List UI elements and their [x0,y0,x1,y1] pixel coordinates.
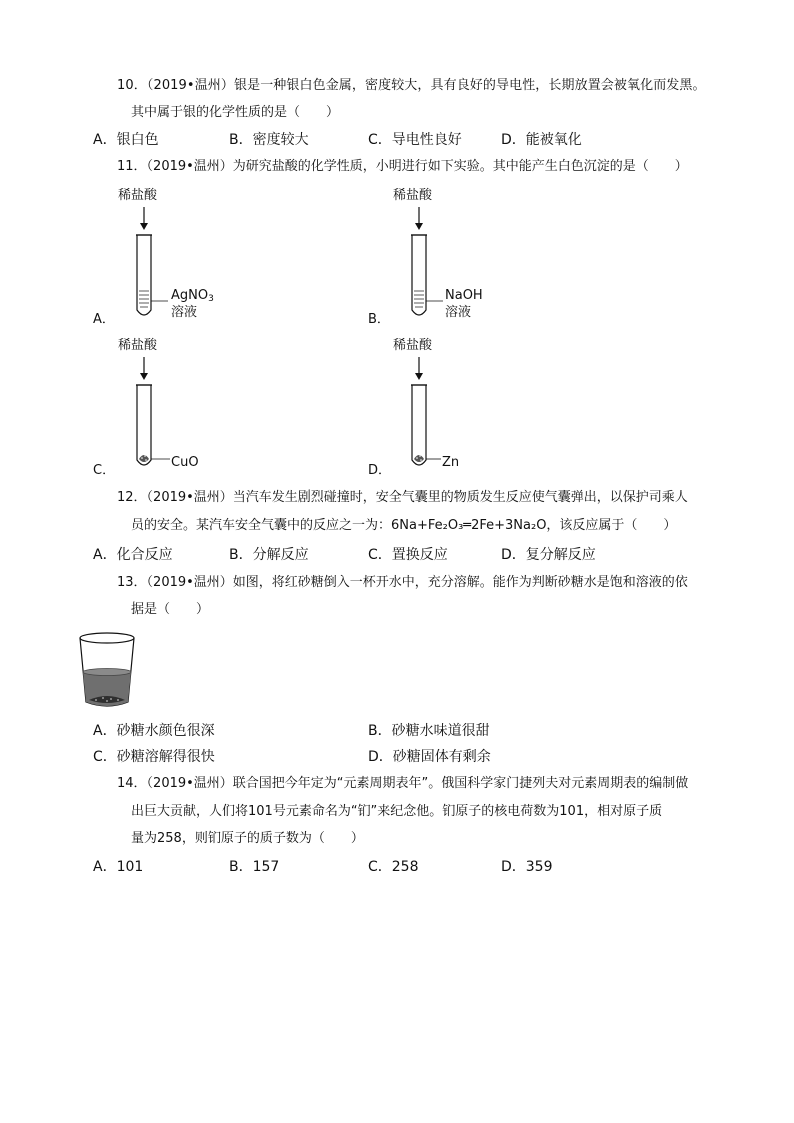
q11-fig-a-reagent-subscript: 3 [208,294,214,304]
q11-fig-a-reagent-line2: 溶液 [171,305,198,320]
q13-option-d: D．砂糖固体有剩余 [368,749,491,765]
q11-fig-b-reagent: NaOH [445,288,483,303]
q10-stem-line1: 10．（2019•温州）银是一种银白色金属，密度较大，具有良好的导电性，长期放置会被氧化而发黑。 [117,78,706,93]
q13-beaker-figure [76,630,138,710]
q11-fig-a-acid-label: 稀盐酸 [118,188,158,203]
q11-fig-a-diagram [128,205,168,325]
q11-fig-d-acid-label: 稀盐酸 [393,338,433,353]
q13-stem-line1: 13．（2019•温州）如图，将红砂糖倒入一杯开水中，充分溶解。能作为判断砂糖水是饱和溶液的依 [117,575,688,590]
q10-option-a: A．银白色 [93,132,159,148]
q11-fig-c-letter: C． [93,463,116,478]
q10-option-d: D．能被氧化 [501,132,582,148]
q11-fig-b-letter: B． [368,312,390,327]
q13-stem-line2: 据是（ ） [131,602,210,617]
q10-option-c: C．导电性良好 [368,132,462,148]
q14-stem-line3: 量为258，则钔原子的质子数为（ ） [131,831,364,846]
q14-stem-line1: 14．（2019•温州）联合国把今年定为“元素周期表年”。俄国科学家门捷列夫对元素周期表的编制做 [117,776,689,791]
q13-option-c: C．砂糖溶解得很快 [93,749,215,765]
q12-option-c: C．置换反应 [368,547,448,563]
q11-fig-c-reagent: CuO [171,455,199,470]
q14-option-b: B．157 [229,859,280,875]
q11-fig-c-diagram [128,355,174,475]
q14-option-d: D．359 [501,859,553,875]
q14-option-a: A．101 [93,859,144,875]
q12-stem-line1: 12．（2019•温州）当汽车发生剧烈碰撞时，安全气囊里的物质发生反应使气囊弹出，以保护司乘人 [117,490,688,505]
q13-option-b: B．砂糖水味道很甜 [368,723,490,739]
q14-stem-line2: 出巨大贡献，人们将101号元素命名为“钔”来纪念他。钔原子的核电荷数为101，相对原子质 [131,804,663,819]
q11-fig-d-letter: D． [368,463,392,478]
q11-fig-c-acid-label: 稀盐酸 [118,338,158,353]
q11-fig-b-reagent-line2: 溶液 [445,305,472,320]
q11-fig-a-reagent [171,288,214,304]
q14-option-c: C．258 [368,859,419,875]
q10-stem-line2: 其中属于银的化学性质的是（ ） [131,105,340,120]
q11-fig-b-acid-label: 稀盐酸 [393,188,433,203]
q13-option-a: A．砂糖水颜色很深 [93,723,215,739]
q11-stem: 11．（2019•温州）为研究盐酸的化学性质，小明进行如下实验。其中能产生白色沉淀的是（ ） [117,159,688,174]
q12-option-a: A．化合反应 [93,547,173,563]
q11-fig-b-diagram [403,205,443,325]
q12-option-b: B．分解反应 [229,547,309,563]
q12-option-d: D．复分解反应 [501,547,596,563]
q11-fig-a-reagent-formula: AgNO [171,288,209,303]
q11-fig-d-reagent: Zn [442,455,460,470]
q10-option-b: B．密度较大 [229,132,309,148]
q12-stem-line2: 员的安全。某汽车安全气囊中的反应之一为：6Na+Fe₂O₃═2Fe+3Na₂O，该反应属于（ ） [131,518,677,533]
q11-fig-a-letter: A． [93,312,115,327]
